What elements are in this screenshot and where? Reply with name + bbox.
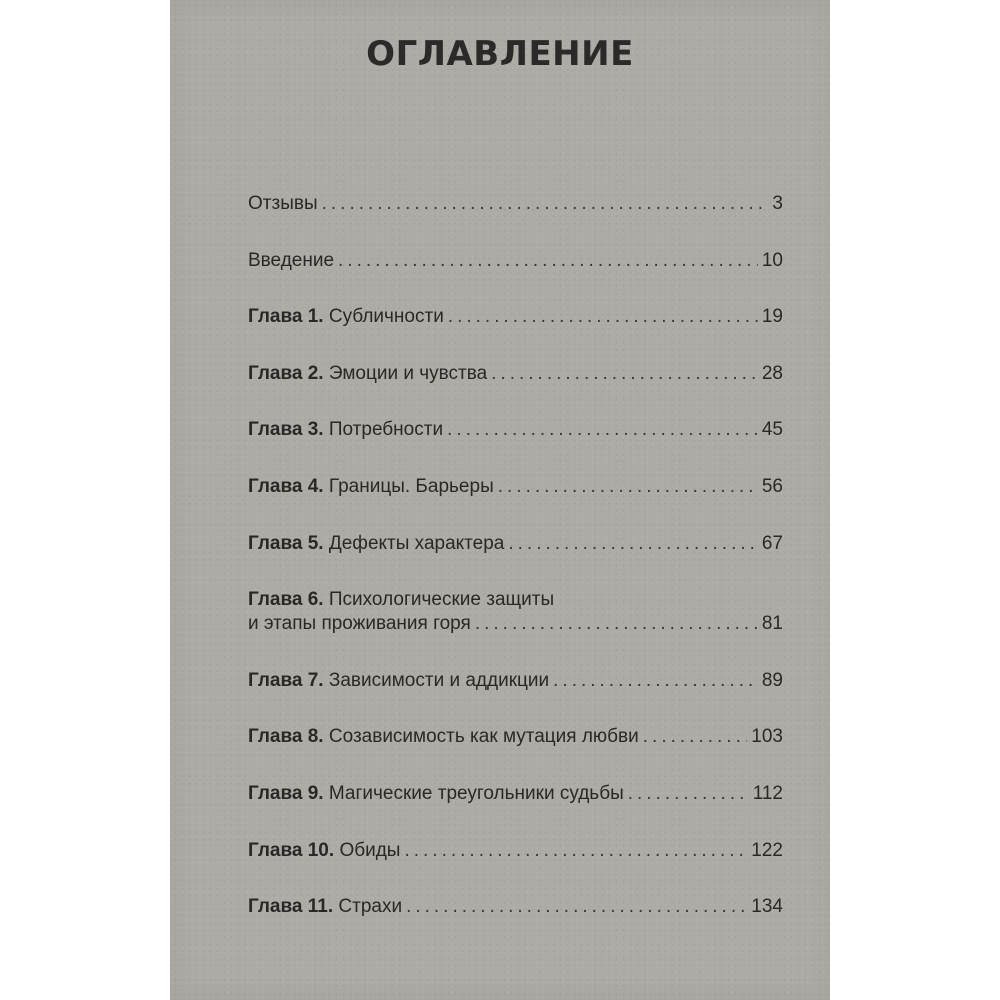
toc-page-number: 28 (761, 362, 783, 384)
toc-entry (248, 782, 783, 806)
toc-page-number: 67 (761, 532, 783, 554)
toc-chapter-number: Глава 9. (248, 782, 324, 804)
toc-leader-dots (338, 249, 758, 273)
toc-leader-dots (447, 418, 758, 442)
toc-page-number: 89 (761, 669, 783, 691)
toc-page-number: 122 (751, 839, 783, 861)
toc-entry-label (248, 532, 504, 556)
toc-entry-label (248, 475, 494, 499)
toc-entry-label (248, 588, 554, 612)
toc-page-number: 56 (761, 475, 783, 497)
toc-entry (248, 362, 783, 386)
toc-entry (248, 249, 783, 273)
toc-chapter-number: Глава 11. (248, 896, 334, 918)
toc-entry-title: Страхи (338, 896, 403, 918)
toc-chapter-number: Глава 1. (248, 306, 324, 328)
toc-entry (248, 305, 783, 329)
toc-leader-dots (553, 669, 758, 693)
toc-page-number: 81 (761, 613, 783, 635)
toc-entry-label (248, 839, 400, 863)
toc-page-number: 19 (761, 306, 783, 328)
toc-entry (248, 532, 783, 556)
toc-leader-dots (448, 305, 758, 329)
toc-chapter-number: Глава 2. (248, 362, 324, 384)
toc-entry-label (248, 669, 549, 693)
toc-chapter-number: Глава 7. (248, 669, 324, 691)
toc-entry-label (248, 305, 444, 329)
toc-entry-label (248, 192, 318, 216)
toc-page-number: 112 (752, 782, 783, 804)
toc-chapter-number: Глава 3. (248, 419, 324, 441)
toc-entry-title: Психологические защиты (328, 589, 555, 611)
toc-page-number: 134 (751, 896, 783, 918)
toc-leader-dots (628, 782, 749, 806)
toc-leader-dots (404, 839, 747, 863)
toc-entry-label (248, 362, 487, 386)
toc-entry-title: Субличности (328, 306, 444, 328)
toc-entry-title: Границы. Барьеры (328, 475, 494, 497)
toc-entry-title: Магические треугольники судьбы (328, 782, 624, 804)
toc-chapter-number: Глава 6. (248, 589, 324, 611)
toc-entry-title: Потребности (328, 419, 444, 441)
toc-page-number: 103 (751, 726, 783, 748)
toc-entry (248, 895, 783, 919)
toc-page-number: 10 (761, 249, 783, 271)
toc-leader-dots (322, 192, 769, 216)
toc-entry (248, 669, 783, 693)
toc-chapter-number: Глава 8. (248, 726, 324, 748)
toc-entry-title: Обиды (339, 839, 401, 861)
toc-chapter-number: Глава 4. (248, 475, 324, 497)
toc-page-number: 45 (761, 419, 783, 441)
toc-entry (248, 588, 783, 636)
toc-entry-title: Дефекты характера (328, 532, 505, 554)
toc-entry (248, 418, 783, 442)
toc-entry-label (248, 725, 639, 749)
toc-entry-label (248, 612, 471, 636)
toc-entry-label (248, 249, 334, 273)
toc-entry-title: Отзывы (248, 193, 318, 214)
toc-page-number: 3 (772, 193, 783, 214)
toc-leader-dots (406, 895, 747, 919)
toc-leader-dots (508, 532, 757, 556)
toc-entry-label (248, 895, 402, 919)
toc-entry (248, 192, 783, 216)
toc-entry-title: Зависимости и аддикции (328, 669, 550, 691)
toc-leader-dots (643, 725, 748, 749)
toc-chapter-number: Глава 5. (248, 532, 324, 554)
table-of-contents (248, 192, 783, 952)
page-title: ОГЛАВЛЕНИЕ (366, 34, 634, 74)
toc-entry-label (248, 782, 624, 806)
toc-entry-title: Эмоции и чувства (328, 362, 488, 384)
toc-entry-label (248, 418, 443, 442)
toc-entry (248, 839, 783, 863)
toc-leader-dots (491, 362, 758, 386)
toc-entry (248, 475, 783, 499)
toc-chapter-number: Глава 10. (248, 839, 335, 861)
toc-leader-dots (475, 612, 758, 636)
toc-entry-title: Созависимость как мутация любви (328, 726, 639, 748)
toc-entry-title: Введение (248, 249, 335, 271)
toc-entry-title: и этапы проживания горя (248, 613, 471, 635)
toc-leader-dots (498, 475, 758, 499)
book-page (170, 0, 830, 1000)
toc-entry (248, 725, 783, 749)
